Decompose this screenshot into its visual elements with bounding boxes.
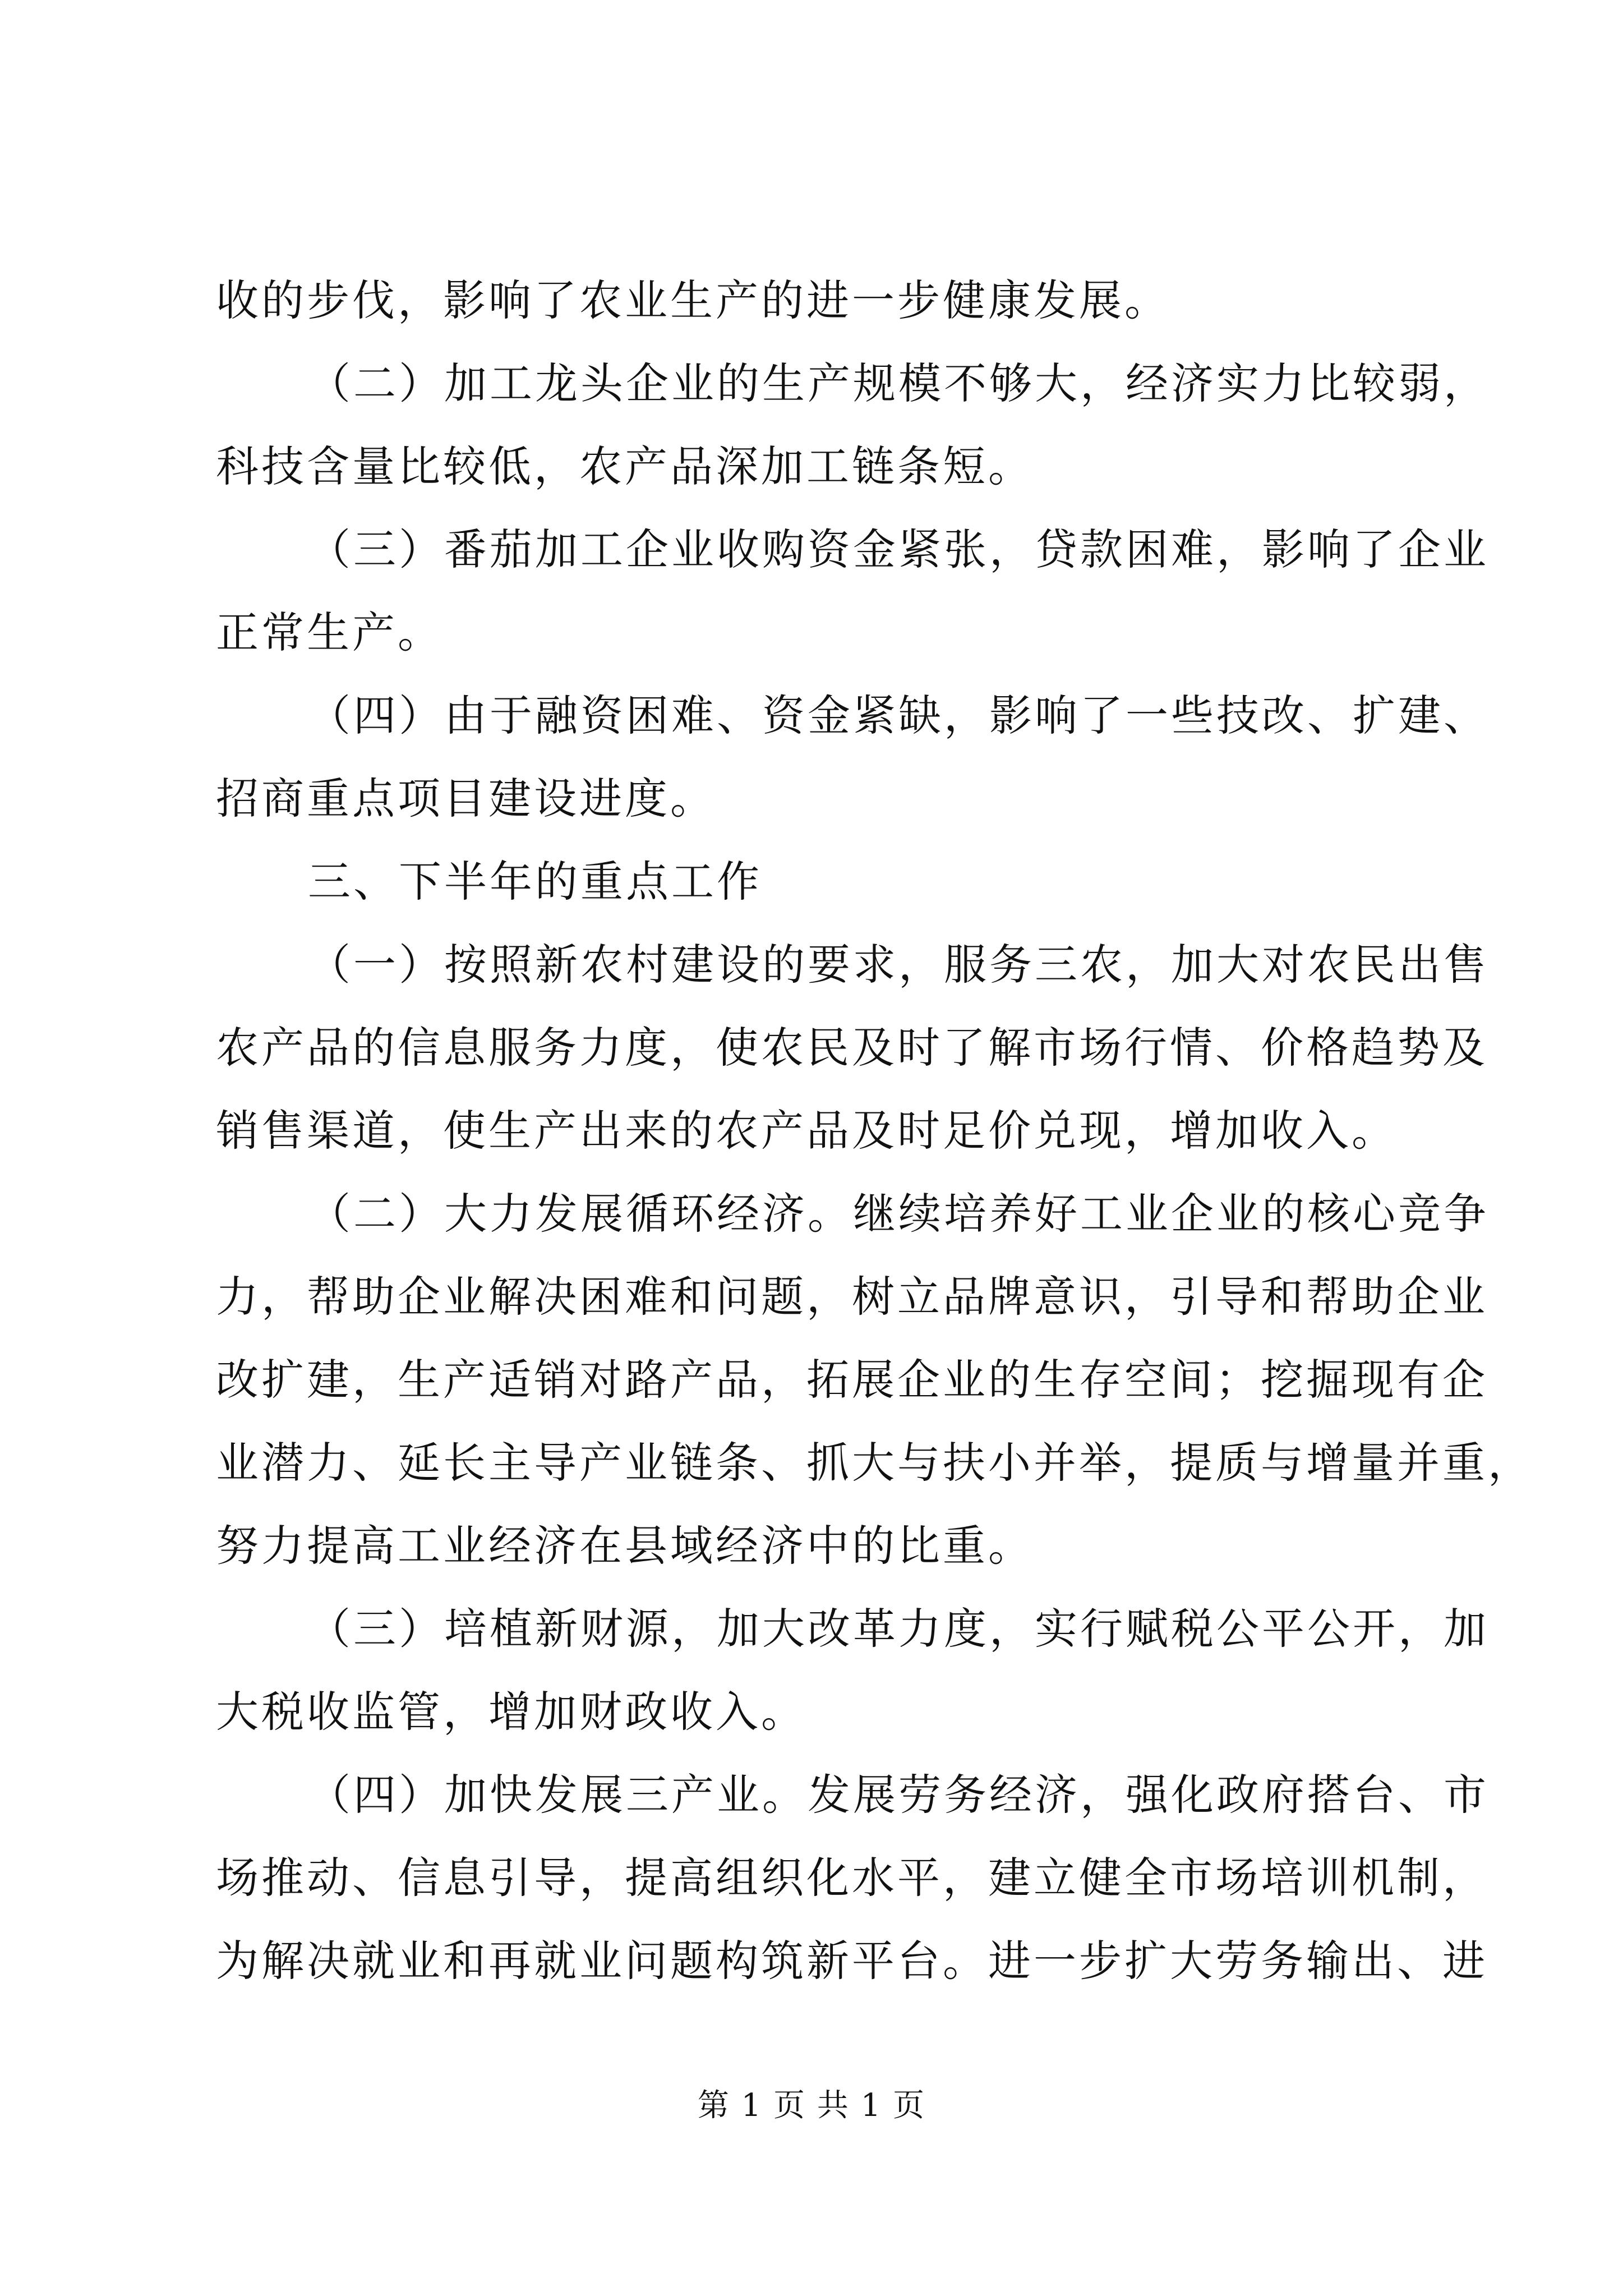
text-line: 场推动、信息引导，提高组织化水平，建立健全市场培训机制， [216,1853,1488,1903]
text-line: 为解决就业和再就业问题构筑新平台。进一步扩大劳务输出、进 [216,1936,1488,1986]
text-line: 收的步伐，影响了农业生产的进一步健康发展。 [216,275,1170,325]
text-line: 销售渠道，使生产出来的农产品及时足价兑现，增加收入。 [216,1106,1397,1156]
text-line: 正常生产。 [216,608,443,657]
text-line: （四）由于融资困难、资金紧缺，影响了一些技改、扩建、 [308,691,1489,740]
text-line: 大税收监管，增加财政收入。 [216,1687,806,1737]
text-line: （三）培植新财源，加大改革力度，实行赋税公平公开，加 [308,1604,1489,1654]
text-line: 招商重点项目建设进度。 [216,774,716,823]
text-line: 农产品的信息服务力度，使农民及时了解市场行情、价格趋势及 [216,1023,1488,1073]
text-line: 力，帮助企业解决困难和问题，树立品牌意识，引导和帮助企业 [216,1272,1488,1322]
text-line: （二）加工龙头企业的生产规模不够大，经济实力比较弱， [308,358,1489,408]
section-heading: 三、下半年的重点工作 [308,857,762,907]
text-line: 改扩建，生产适销对路产品，拓展企业的生存空间；挖掘现有企 [216,1355,1488,1405]
text-line: （三）番茄加工企业收购资金紧张，贷款困难，影响了企业 [308,524,1489,574]
page-number-footer: 第 1 页 共 1 页 [697,2087,926,2124]
text-line: 科技含量比较低，农产品深加工链条短。 [216,441,1034,491]
text-line: 业潜力、延长主导产业链条、抓大与扶小并举，提质与增量并重， [216,1438,1533,1488]
text-line: （一）按照新农村建设的要求，服务三农，加大对农民出售 [308,940,1489,990]
text-line: （四）加快发展三产业。发展劳务经济，强化政府搭台、市 [308,1770,1489,1820]
text-line: 努力提高工业经济在县域经济中的比重。 [216,1521,1034,1571]
document-body [216,259,1533,2003]
text-line: （二）大力发展循环经济。继续培养好工业企业的核心竞争 [308,1189,1489,1239]
